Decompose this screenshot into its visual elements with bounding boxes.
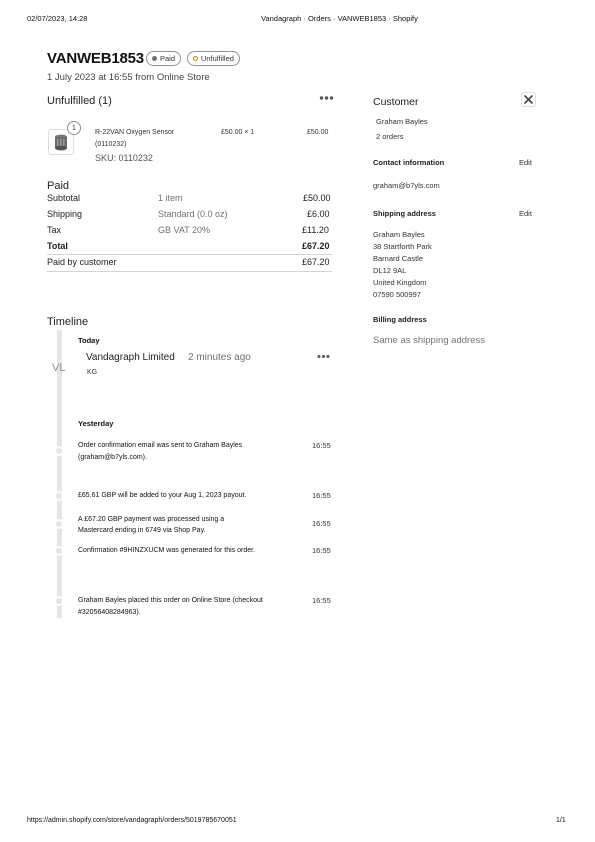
timeline-title: Timeline xyxy=(47,316,89,328)
print-tab-title: Vandagraph · Orders · VANWEB1853 · Shopify xyxy=(261,14,418,23)
subtotal-label: Subtotal xyxy=(47,193,81,203)
timeline-event-dot xyxy=(54,519,64,529)
product-name-code: (0110232) xyxy=(95,141,127,148)
timeline-today-label: Today xyxy=(78,336,100,345)
comment-text: KG xyxy=(87,369,98,376)
product-sku: SKU: 0110232 xyxy=(95,153,153,163)
total-amount: £67.20 xyxy=(302,241,330,251)
page-title: VANWEB1853 xyxy=(47,50,144,67)
customer-orders-count: 2 orders xyxy=(376,132,404,141)
total-label: Total xyxy=(47,241,68,251)
payment-divider xyxy=(47,254,332,255)
customer-name-link[interactable]: Graham Bayles xyxy=(376,117,428,126)
shipping-amount: £6.00 xyxy=(307,209,330,219)
comment-author: Vandagraph Limited xyxy=(86,352,175,363)
order-subtitle: 1 July 2023 at 16:55 from Online Store xyxy=(47,72,210,83)
address-line: Barnard Castle xyxy=(373,254,424,263)
close-icon xyxy=(524,95,533,104)
unfulfilled-status-icon xyxy=(193,56,198,61)
product-unit-price: £50.00 × 1 xyxy=(221,129,255,136)
address-line: Graham Bayles xyxy=(373,230,425,239)
paid-by-customer-label: Paid by customer xyxy=(47,257,117,267)
timeline-event-dot xyxy=(54,596,64,606)
timeline-event-time: 16:55 xyxy=(312,519,331,528)
paid-status-icon xyxy=(152,56,157,61)
timeline-event-dot xyxy=(54,546,64,556)
more-horizontal-icon xyxy=(319,95,334,101)
print-date: 02/07/2023, 14:28 xyxy=(27,14,88,23)
timeline-event-text: Confirmation #9HINZXUCM was generated for this order. xyxy=(78,547,256,554)
address-line: DL12 9AL xyxy=(373,266,407,275)
shipping-detail: Standard (0.0 oz) xyxy=(158,209,228,219)
timeline-event-dot xyxy=(54,491,64,501)
payment-bottom-divider xyxy=(47,271,332,272)
comment-time: 2 minutes ago xyxy=(188,352,251,363)
product-name[interactable]: R-22VAN Oxygen Sensor xyxy=(95,129,175,136)
fulfillment-status-badge xyxy=(187,51,240,66)
timeline-event-text: (graham@b7yls.com). xyxy=(78,454,147,461)
timeline-event-time: 16:55 xyxy=(312,546,331,555)
timeline-event-text: Graham Bayles placed this order on Online Store (checkout xyxy=(78,597,263,604)
timeline-event-text: Mastercard ending in 6749 via Shop Pay. xyxy=(78,527,206,534)
edit-contact-button[interactable]: Edit xyxy=(519,158,532,167)
paid-by-customer-amount: £67.20 xyxy=(302,257,330,267)
timeline-event-text: A £67.20 GBP payment was processed using a xyxy=(78,516,225,523)
timeline-event-time: 16:55 xyxy=(312,491,331,500)
comment-more-actions-button[interactable] xyxy=(317,354,330,359)
address-line: 38 Startforth Park xyxy=(373,242,432,251)
subtotal-amount: £50.00 xyxy=(303,193,331,203)
print-page-number: 1/1 xyxy=(556,817,566,824)
timeline-event-text: Order confirmation email was sent to Graham Bayles xyxy=(78,442,243,449)
fulfillment-section-title: Unfulfilled (1) xyxy=(47,95,112,107)
fulfillment-more-actions-button[interactable] xyxy=(319,95,334,101)
timeline-event-text: £65.61 GBP will be added to your Aug 1, 2023 payout. xyxy=(78,492,247,499)
timeline-event-dot xyxy=(54,446,64,456)
customer-section-title: Customer xyxy=(373,96,419,108)
tax-detail: GB VAT 20% xyxy=(158,225,211,235)
product-line-total: £50.00 xyxy=(307,129,329,136)
tax-amount: £11.20 xyxy=(302,225,329,235)
timeline-event-time: 16:55 xyxy=(312,596,331,605)
billing-address-label: Billing address xyxy=(373,315,427,324)
timeline-event-time: 16:55 xyxy=(312,441,331,450)
shipping-label: Shipping xyxy=(47,209,83,219)
address-phone: 07590 500997 xyxy=(373,290,421,299)
timeline-yesterday-label: Yesterday xyxy=(78,419,114,428)
timeline-event-text: #32056408284963). xyxy=(78,609,141,616)
staff-avatar: VL xyxy=(52,362,66,374)
contact-info-label: Contact information xyxy=(373,158,445,167)
print-url: https://admin.shopify.com/store/vandagraph/orders/5019785670051 xyxy=(27,817,237,824)
payment-section-title: Paid xyxy=(47,180,70,192)
subtotal-detail: 1 item xyxy=(158,193,183,203)
shipping-address-label: Shipping address xyxy=(373,209,436,218)
paid-badge-label: Paid xyxy=(160,54,176,63)
unfulfilled-badge-label: Unfulfilled xyxy=(201,54,234,63)
billing-address-value: Same as shipping address xyxy=(373,335,485,346)
edit-shipping-button[interactable]: Edit xyxy=(519,209,532,218)
tax-label: Tax xyxy=(47,225,62,235)
customer-email-link[interactable]: graham@b7yls.com xyxy=(373,181,440,190)
remove-customer-button[interactable] xyxy=(521,92,536,107)
payment-status-badge xyxy=(146,51,181,66)
quantity-badge: 1 xyxy=(67,121,81,135)
address-line: United Kingdom xyxy=(373,278,427,287)
more-horizontal-icon xyxy=(317,354,330,359)
